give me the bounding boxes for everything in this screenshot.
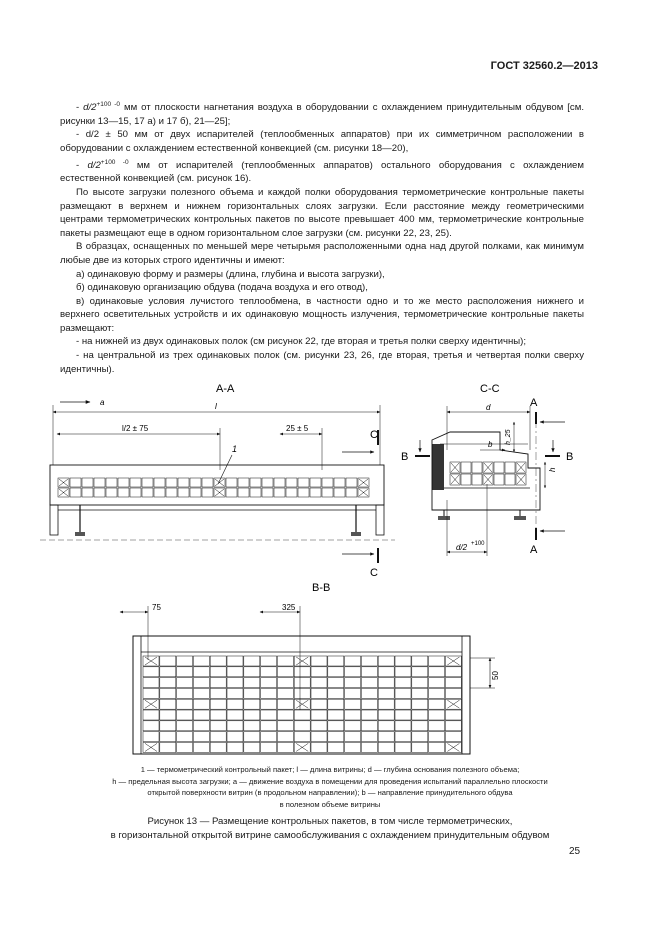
package [82, 478, 93, 487]
package [361, 667, 377, 677]
package [395, 656, 411, 666]
package [261, 710, 277, 720]
package [445, 732, 461, 742]
formula-d-half: d/2 [83, 102, 97, 114]
package [227, 688, 243, 698]
package [94, 488, 105, 497]
legend-line: открытой поверхности витрин (в продольном направлении); b — направление принудительного обдува [147, 788, 513, 797]
package-grid-cc [450, 462, 526, 485]
label-d: d [486, 403, 491, 412]
package [177, 656, 193, 666]
package [177, 721, 193, 731]
package [311, 688, 327, 698]
package [412, 710, 428, 720]
package [345, 656, 361, 666]
package [277, 699, 293, 709]
package [445, 710, 461, 720]
package [262, 488, 273, 497]
package [294, 678, 310, 688]
package [345, 678, 361, 688]
package [193, 732, 209, 742]
caption-line: в горизонтальной открытой витрине самообслуживания с охлаждением принудительным обдувом [110, 829, 550, 841]
package [294, 710, 310, 720]
package [277, 742, 293, 752]
package-grid-aa [58, 478, 369, 497]
package [334, 488, 345, 497]
package [277, 678, 293, 688]
package [210, 688, 226, 698]
package [461, 462, 471, 473]
package [143, 688, 159, 698]
package [311, 667, 327, 677]
package [361, 732, 377, 742]
foot [351, 532, 361, 536]
package [261, 656, 277, 666]
air-duct [432, 444, 444, 490]
end-wall [462, 636, 470, 754]
package [345, 721, 361, 731]
package [361, 656, 377, 666]
foot [438, 516, 450, 520]
package [227, 667, 243, 677]
package [177, 732, 193, 742]
package [227, 721, 243, 731]
package [160, 656, 176, 666]
package [227, 710, 243, 720]
package [328, 721, 344, 731]
package [378, 721, 394, 731]
package [210, 656, 226, 666]
package [277, 667, 293, 677]
package [345, 688, 361, 698]
package [429, 688, 445, 698]
foot [514, 516, 526, 520]
package [361, 710, 377, 720]
package [328, 742, 344, 752]
package [177, 678, 193, 688]
package [244, 688, 260, 698]
package [361, 721, 377, 731]
package [494, 474, 504, 485]
package [505, 462, 515, 473]
package [143, 732, 159, 742]
package [378, 688, 394, 698]
package [178, 478, 189, 487]
package [378, 656, 394, 666]
package [277, 656, 293, 666]
label-b-left: B [401, 451, 409, 463]
package [412, 721, 428, 731]
package [261, 667, 277, 677]
package [166, 488, 177, 497]
package [395, 710, 411, 720]
package [210, 721, 226, 731]
package [395, 688, 411, 698]
package [142, 488, 153, 497]
package [250, 478, 261, 487]
package [261, 678, 277, 688]
package [277, 732, 293, 742]
package [190, 488, 201, 497]
label-325: 325 [282, 603, 296, 612]
package [244, 721, 260, 731]
formula-d-half: d/2 [87, 159, 101, 171]
package [472, 462, 482, 473]
end-wall [50, 505, 58, 535]
package [177, 688, 193, 698]
paragraph-4: По высоте загрузки полезного объема и каждой полки оборудования термометрические контрольные пакеты размещают в верхнем и нижнем горизонтальных слоях загрузки. Если расстояние между геометрическими центрами термометрических контрольных пакетов по высоте превышает 400 мм, термометрические контрольные пакеты размещают еще в одном горизонтальном слое загрузки (см. рисунки 22, 23, 25). [60, 186, 584, 239]
package [261, 732, 277, 742]
package [227, 656, 243, 666]
package [154, 478, 165, 487]
package [378, 710, 394, 720]
package [274, 478, 285, 487]
package [345, 732, 361, 742]
view-bb-title: В-В [312, 582, 331, 594]
package [395, 742, 411, 752]
package [378, 732, 394, 742]
paragraph-9: - на нижней из двух одинаковых полок (см рисунок 22, где вторая и третья полки сверху идентичны); [76, 336, 527, 348]
package [395, 667, 411, 677]
package [226, 488, 237, 497]
package [261, 721, 277, 731]
tolerance: +100 -0 [100, 158, 129, 166]
package [193, 721, 209, 731]
label-25: 25 ± 5 [286, 424, 309, 433]
package [160, 678, 176, 688]
label-h: h [548, 467, 557, 472]
package [412, 699, 428, 709]
package [294, 732, 310, 742]
package [202, 488, 213, 497]
package [106, 478, 117, 487]
package [445, 721, 461, 731]
paragraph-8: в) одинаковые условия лучистого теплообмена, в частности одно и то же место расположения нижнего и верхнего осветительных устройств и их одинаковую мощность излучения, термометрические контрольные пакеты размещают: [60, 295, 584, 334]
package [227, 732, 243, 742]
paragraph-10: - на центральной из трех одинаковых полок (см. рисунки 23, 26, где вторая, третья и четвертая полки сверху идентичны). [60, 350, 584, 375]
package [70, 478, 81, 487]
package [193, 710, 209, 720]
package [310, 478, 321, 487]
package [142, 478, 153, 487]
package [143, 678, 159, 688]
package [244, 656, 260, 666]
package [311, 699, 327, 709]
label-h25: h_25 [505, 429, 512, 445]
package [395, 721, 411, 731]
package [238, 478, 249, 487]
package [244, 710, 260, 720]
package [429, 721, 445, 731]
paragraph-7: б) одинаковую организацию обдува (подача воздуха и его отвод), [76, 282, 368, 294]
package [154, 488, 165, 497]
package [412, 678, 428, 688]
package [322, 488, 333, 497]
package [262, 478, 273, 487]
package [361, 742, 377, 752]
figure-caption [50, 815, 610, 842]
package [378, 678, 394, 688]
package [166, 478, 177, 487]
package [143, 721, 159, 731]
package [277, 710, 293, 720]
package [106, 488, 117, 497]
end-wall [133, 636, 141, 754]
package [238, 488, 249, 497]
package [328, 710, 344, 720]
label-75: 75 [152, 603, 161, 612]
package [177, 699, 193, 709]
package [261, 688, 277, 698]
label-d-half-tol: +100 [471, 541, 485, 547]
package [429, 742, 445, 752]
package [178, 488, 189, 497]
package [130, 488, 141, 497]
cabinet-plan [133, 636, 470, 754]
legend-line: в полезном объеме витрины [279, 799, 381, 809]
package [378, 667, 394, 677]
label-b: b [488, 440, 493, 449]
package [361, 678, 377, 688]
view-aa-title: А-А [216, 383, 235, 395]
package [210, 699, 226, 709]
package [210, 732, 226, 742]
package [160, 742, 176, 752]
package [94, 478, 105, 487]
package [429, 667, 445, 677]
label-l: l [215, 402, 217, 411]
package [429, 656, 445, 666]
package [311, 656, 327, 666]
legend-line: h — предельная высота загрузки; a — движение воздуха в помещении для проведения испытаний параллельно плоскости [112, 776, 548, 786]
paragraph-6: а) одинаковую форму и размеры (длина, глубина и высота загрузки), [76, 268, 385, 280]
figure-legend [50, 764, 610, 810]
package [505, 474, 515, 485]
package [445, 688, 461, 698]
package [160, 688, 176, 698]
label-a: a [100, 398, 105, 407]
package [226, 478, 237, 487]
tolerance: +100 -0 [96, 101, 121, 108]
paragraph-3: - $d/2^{+100 -0}$ мм от испарителей (теплообменных аппаратов) остального оборудования с охлаждением естественной конвекцией (см. рисунок 16). [60, 158, 584, 185]
package [160, 732, 176, 742]
package [412, 688, 428, 698]
package [311, 678, 327, 688]
package [210, 742, 226, 752]
package [286, 488, 297, 497]
package [412, 742, 428, 752]
package [412, 732, 428, 742]
package [345, 667, 361, 677]
package [244, 732, 260, 742]
package [328, 732, 344, 742]
package [193, 667, 209, 677]
package [378, 742, 394, 752]
package [328, 656, 344, 666]
package [294, 721, 310, 731]
package [244, 678, 260, 688]
package [395, 678, 411, 688]
package [298, 488, 309, 497]
end-wall [376, 505, 384, 535]
package [346, 488, 357, 497]
legend-line: 1 — термометрический контрольный пакет; l — длина витрины; d — глубина основания полезного объема; [140, 765, 520, 774]
package [274, 488, 285, 497]
package [345, 710, 361, 720]
package [160, 710, 176, 720]
package [277, 721, 293, 731]
package [193, 699, 209, 709]
package [461, 474, 471, 485]
package [190, 478, 201, 487]
package [361, 688, 377, 698]
package [193, 678, 209, 688]
document-header: ГОСТ 32560.2—2013 [490, 60, 598, 72]
package [160, 667, 176, 677]
package [328, 688, 344, 698]
package [322, 478, 333, 487]
label-b-right: B [566, 451, 574, 463]
package [429, 732, 445, 742]
label-50: 50 [491, 671, 500, 680]
package [346, 478, 357, 487]
package [250, 488, 261, 497]
package [210, 678, 226, 688]
paragraph-2: - d/2 ± 50 мм от двух испарителей (теплообменных аппаратов) при их симметричном расположении в оборудовании с охлаждением естественной конвекцией (см. рисунки 18—20), [60, 129, 584, 154]
package [277, 688, 293, 698]
label-d-half: d/2 [456, 543, 468, 552]
package [298, 478, 309, 487]
package [345, 699, 361, 709]
label-1: 1 [232, 444, 238, 454]
package [193, 688, 209, 698]
package [310, 488, 321, 497]
package [244, 699, 260, 709]
paragraph-5: В образцах, оснащенных по меньшей мере четырьмя расположенными одна над другой полками, как минимум любые две из которых строго идентичны и имеют: [60, 241, 584, 266]
package [345, 742, 361, 752]
package [118, 478, 129, 487]
package [445, 667, 461, 677]
package [261, 699, 277, 709]
page-number: 25 [569, 846, 581, 857]
package [412, 667, 428, 677]
package [227, 678, 243, 688]
package [445, 678, 461, 688]
package [193, 656, 209, 666]
package [210, 710, 226, 720]
label-l-half: l/2 ± 75 [122, 424, 149, 433]
package [429, 710, 445, 720]
package [294, 688, 310, 698]
package [494, 462, 504, 473]
package [429, 678, 445, 688]
package [429, 699, 445, 709]
package [286, 478, 297, 487]
package [210, 667, 226, 677]
package [177, 742, 193, 752]
package [311, 732, 327, 742]
package [311, 721, 327, 731]
package [328, 678, 344, 688]
package [244, 742, 260, 752]
paragraph-1: - $d/2^{+100 -0}$ мм от плоскости нагнетания воздуха в оборудовании с охлаждением принудительным обдувом [см. рисунки 13—15, 17 а) и 17 б), 21—25]; [60, 101, 584, 127]
package [160, 721, 176, 731]
package [328, 667, 344, 677]
caption-line: Рисунок 13 — Размещение контрольных пакетов, в том числе термометрических, [147, 816, 513, 827]
label-c-bottom: C [370, 567, 378, 579]
package [202, 478, 213, 487]
package-grid-bb [143, 656, 461, 752]
package [244, 667, 260, 677]
package [227, 699, 243, 709]
label-a-bottom: A [530, 544, 538, 556]
package [395, 732, 411, 742]
package [261, 742, 277, 752]
package [130, 478, 141, 487]
package [160, 699, 176, 709]
package [395, 699, 411, 709]
package [412, 656, 428, 666]
package [328, 699, 344, 709]
package [193, 742, 209, 752]
package [118, 488, 129, 497]
package [143, 710, 159, 720]
label-a-top: A [530, 397, 538, 409]
label-c-top: C [370, 429, 378, 441]
package [361, 699, 377, 709]
package [294, 667, 310, 677]
package [311, 710, 327, 720]
package [227, 742, 243, 752]
package [70, 488, 81, 497]
package [177, 667, 193, 677]
package [311, 742, 327, 752]
package [378, 699, 394, 709]
package [82, 488, 93, 497]
package [472, 474, 482, 485]
foot [75, 532, 85, 536]
package [334, 478, 345, 487]
package [177, 710, 193, 720]
package [143, 667, 159, 677]
view-cc-title: С-С [480, 383, 500, 395]
